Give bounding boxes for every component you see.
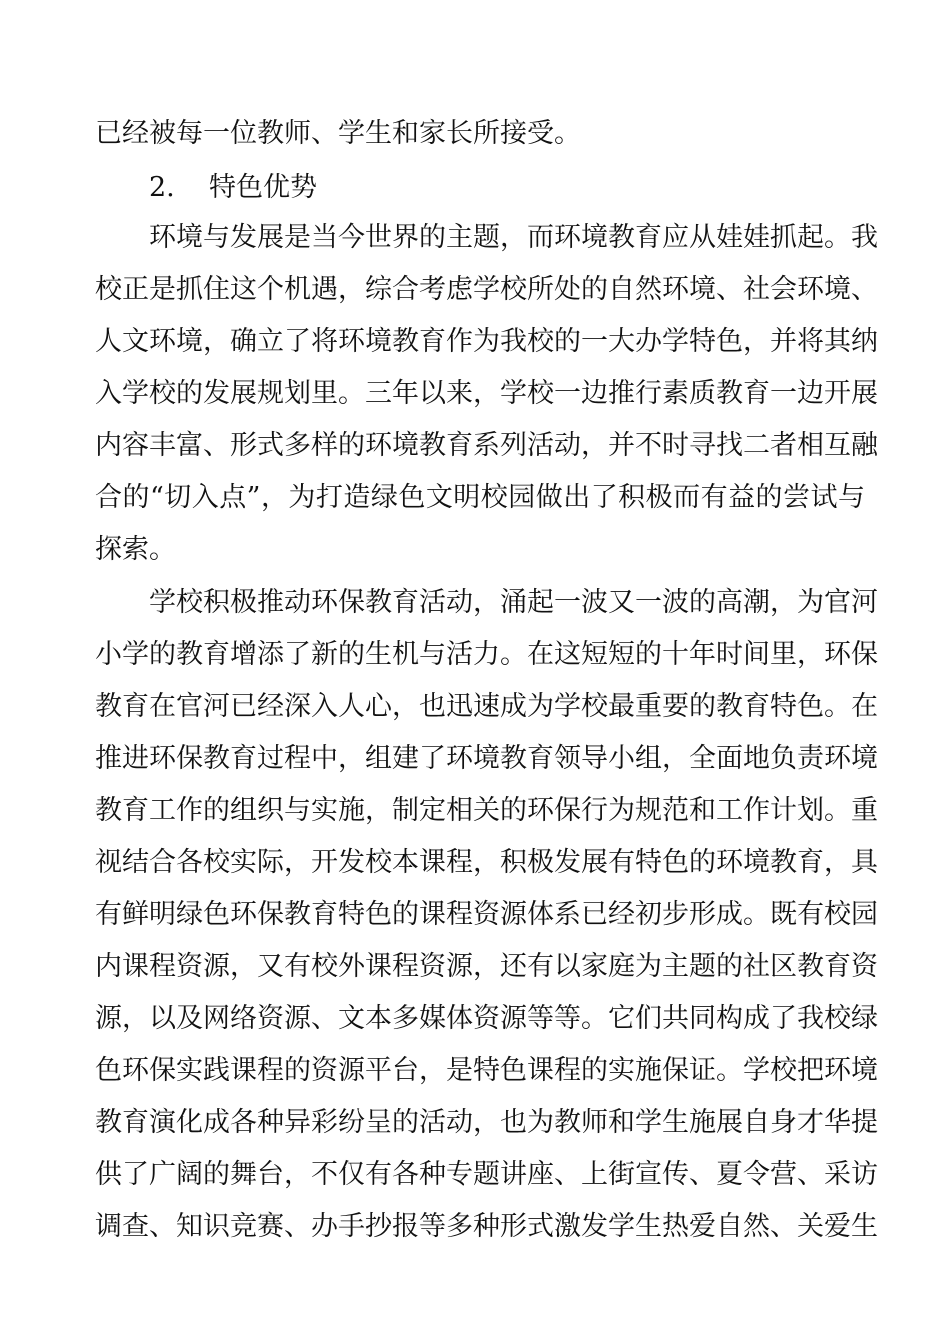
text-line: 环境与发展是当今世界的主题，而环境教育应从娃娃抓起。我 — [149, 222, 878, 253]
text-line: 有鲜明绿色环保教育特色的课程资源体系已经初步形成。既有校园 — [95, 899, 878, 930]
text-line: 内容丰富、形式多样的环境教育系列活动，并不时寻找二者相互融 — [95, 430, 878, 461]
text-line: 人文环境，确立了将环境教育作为我校的一大办学特色，并将其纳 — [95, 326, 878, 357]
text-line: 供了广阔的舞台，不仅有各种专题讲座、上街宣传、夏令营、采访 — [95, 1159, 878, 1190]
text-line: 小学的教育增添了新的生机与活力。在这短短的十年时间里，环保 — [95, 639, 878, 670]
section-number: 2. — [149, 172, 175, 203]
text-line: 源，以及网络资源、文本多媒体资源等等。它们共同构成了我校绿 — [95, 1003, 878, 1034]
text-line: 调查、知识竞赛、办手抄报等多种形式激发学生热爱自然、关爱生 — [95, 1211, 878, 1242]
text-line: 内课程资源，又有校外课程资源，还有以家庭为主题的社区教育资 — [95, 951, 878, 982]
section-title: 特色优势 — [209, 172, 317, 203]
section-heading — [149, 168, 317, 208]
text-line: 推进环保教育过程中，组建了环境教育领导小组，全面地负责环境 — [95, 743, 878, 774]
text-line: 探索。 — [95, 534, 176, 565]
text-line: 视结合各校实际，开发校本课程，积极发展有特色的环境教育，具 — [95, 847, 878, 878]
text-line: 入学校的发展规划里。三年以来，学校一边推行素质教育一边开展 — [95, 378, 878, 409]
text-line: 教育在官河已经深入人心，也迅速成为学校最重要的教育特色。在 — [95, 691, 878, 722]
text-line: 校正是抓住这个机遇，综合考虑学校所处的自然环境、社会环境、 — [95, 274, 878, 305]
text-line: 教育演化成各种异彩纷呈的活动，也为教师和学生施展自身才华提 — [95, 1107, 878, 1138]
text-line: 已经被每一位教师、学生和家长所接受。 — [95, 118, 581, 149]
text-line: 学校积极推动环保教育活动，涌起一波又一波的高潮，为官河 — [149, 587, 878, 618]
text-line: 教育工作的组织与实施，制定相关的环保行为规范和工作计划。重 — [95, 795, 878, 826]
text-line: 合的“切入点”，为打造绿色文明校园做出了积极而有益的尝试与 — [95, 482, 865, 513]
text-line: 色环保实践课程的资源平台，是特色课程的实施保证。学校把环境 — [95, 1055, 878, 1086]
